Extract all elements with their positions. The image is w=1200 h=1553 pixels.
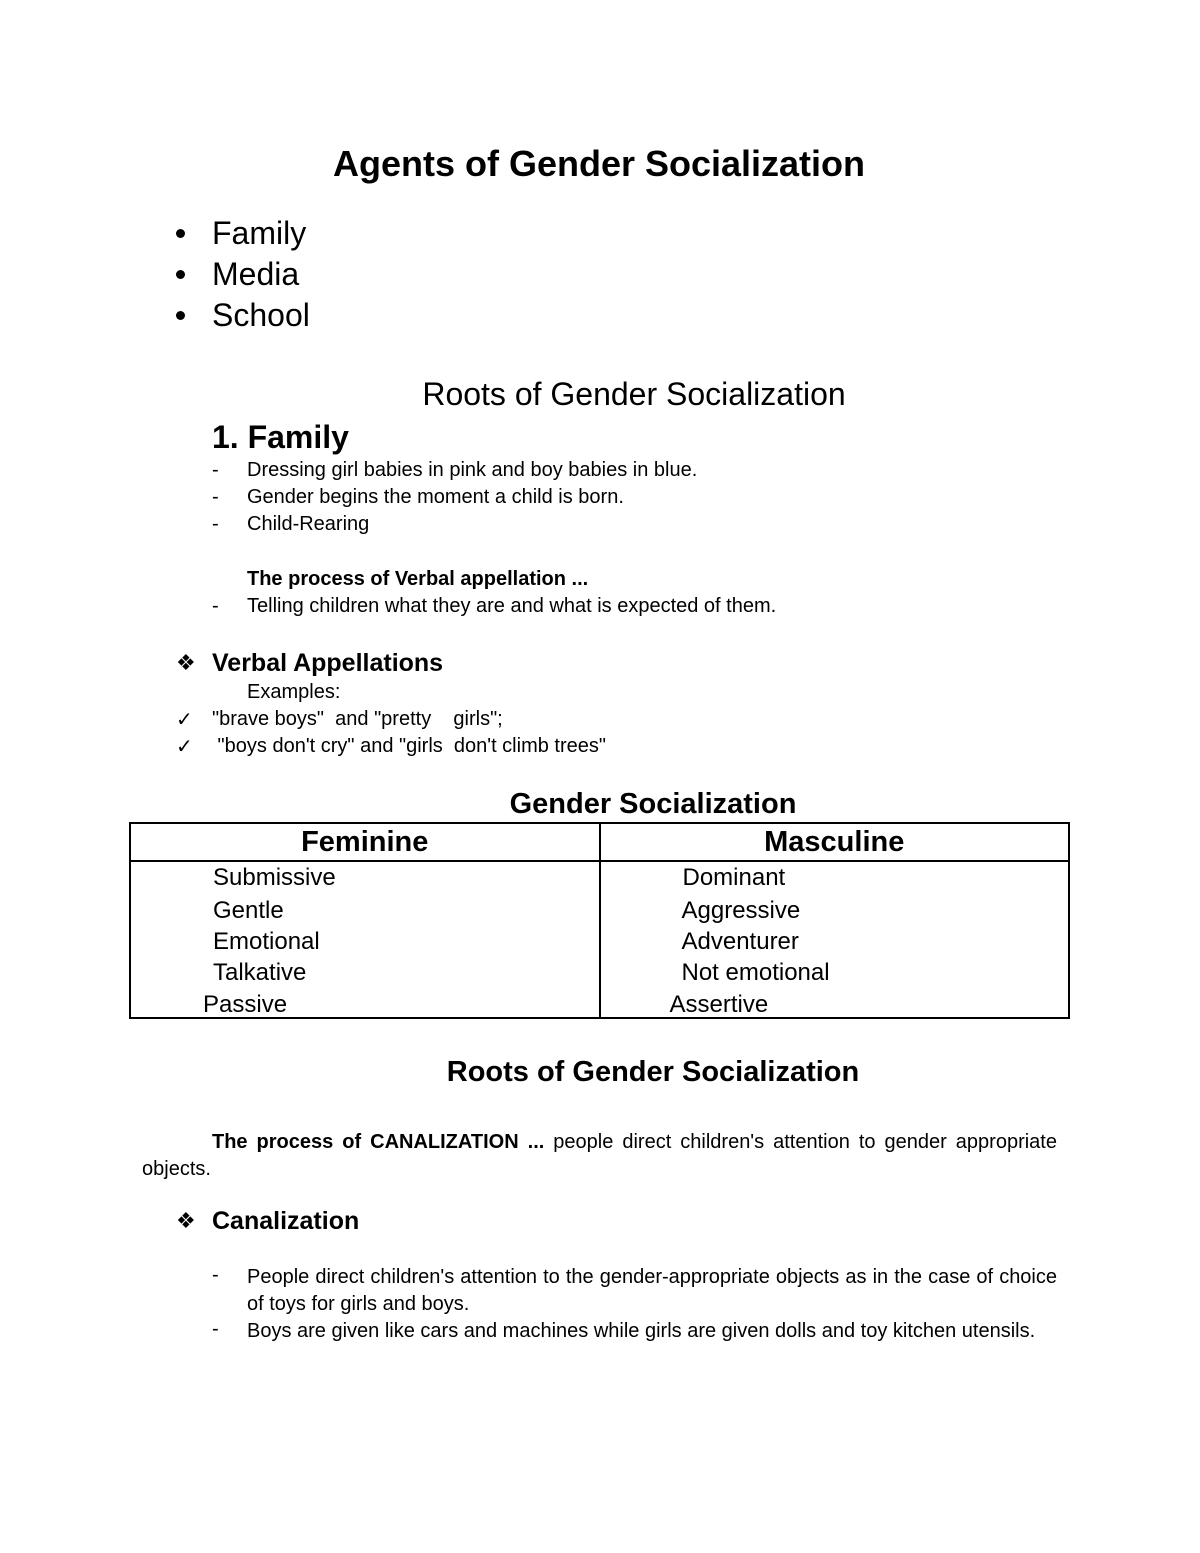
dash-marker: -: [212, 486, 219, 508]
dash-marker: -: [212, 1264, 219, 1286]
feminine-trait: Emotional: [213, 928, 320, 955]
verbal-process-point: Telling children what they are and what is expected of them.: [247, 595, 777, 617]
masculine-trait: Aggressive: [681, 897, 801, 924]
dash-marker: -: [212, 1318, 219, 1340]
verbal-process-heading: The process of Verbal appellation ...: [247, 568, 589, 590]
masculine-trait: Not emotional: [681, 959, 830, 986]
list-item: People direct children's attention to the gender-appropriate objects as in the case of choice of toys for girls and boys.: [247, 1266, 1057, 1315]
canalization-intro-text: people direct children's attention to gender appropriate objects.: [142, 1131, 1057, 1180]
diamond-bullet-icon: ❖: [176, 650, 196, 675]
list-item: Family: [212, 215, 307, 251]
feminine-trait: Gentle: [213, 897, 284, 924]
dash-marker: -: [212, 459, 219, 481]
bullet-icon: [176, 229, 185, 238]
masculine-trait: Dominant: [682, 864, 786, 891]
section-heading: Roots of Gender Socialization: [446, 1056, 860, 1088]
checkmark-icon: ✓: [176, 709, 193, 731]
canalization-intro: [142, 1129, 1057, 1183]
gender-socialization-table: [129, 822, 1070, 1019]
example-item: "brave boys" and "pretty girls";: [212, 708, 503, 730]
masculine-trait: Assertive: [669, 991, 769, 1018]
list-item: School: [212, 297, 310, 333]
table-header-row: [130, 823, 1069, 861]
canalization-intro-bold: The process of CANALIZATION ...: [212, 1131, 545, 1153]
diamond-bullet-icon: ❖: [176, 1208, 196, 1233]
table-caption: Gender Socialization: [509, 788, 797, 820]
masculine-cell: [600, 861, 1070, 1018]
family-heading: 1. Family: [212, 419, 349, 455]
feminine-trait: Passive: [203, 991, 288, 1018]
verbal-appellations-heading: Verbal Appellations: [212, 649, 444, 677]
section-heading: Roots of Gender Socialization: [422, 376, 846, 412]
feminine-cell: [130, 861, 600, 1018]
table-row: [130, 861, 1069, 1018]
dash-marker: -: [212, 513, 219, 535]
canalization-heading: Canalization: [212, 1207, 360, 1235]
dash-marker: -: [212, 595, 219, 617]
examples-label: Examples:: [247, 681, 341, 703]
column-header-masculine: Masculine: [600, 823, 1070, 861]
list-item: Boys are given like cars and machines while girls are given dolls and toy kitchen utensils.: [247, 1320, 1036, 1342]
masculine-trait: Adventurer: [681, 928, 799, 955]
bullet-icon: [176, 270, 185, 279]
list-item: Media: [212, 256, 300, 292]
list-item: Dressing girl babies in pink and boy babies in blue.: [247, 459, 698, 481]
column-header-feminine: Feminine: [130, 823, 600, 861]
page-title: Agents of Gender Socialization: [332, 143, 866, 184]
list-item: Gender begins the moment a child is born.: [247, 486, 624, 508]
list-item: Child-Rearing: [247, 513, 370, 535]
example-item: "boys don't cry" and "girls don't climb trees": [212, 735, 606, 757]
checkmark-icon: ✓: [176, 736, 193, 758]
bullet-icon: [176, 311, 185, 320]
feminine-trait: Talkative: [213, 959, 307, 986]
feminine-trait: Submissive: [213, 864, 336, 891]
